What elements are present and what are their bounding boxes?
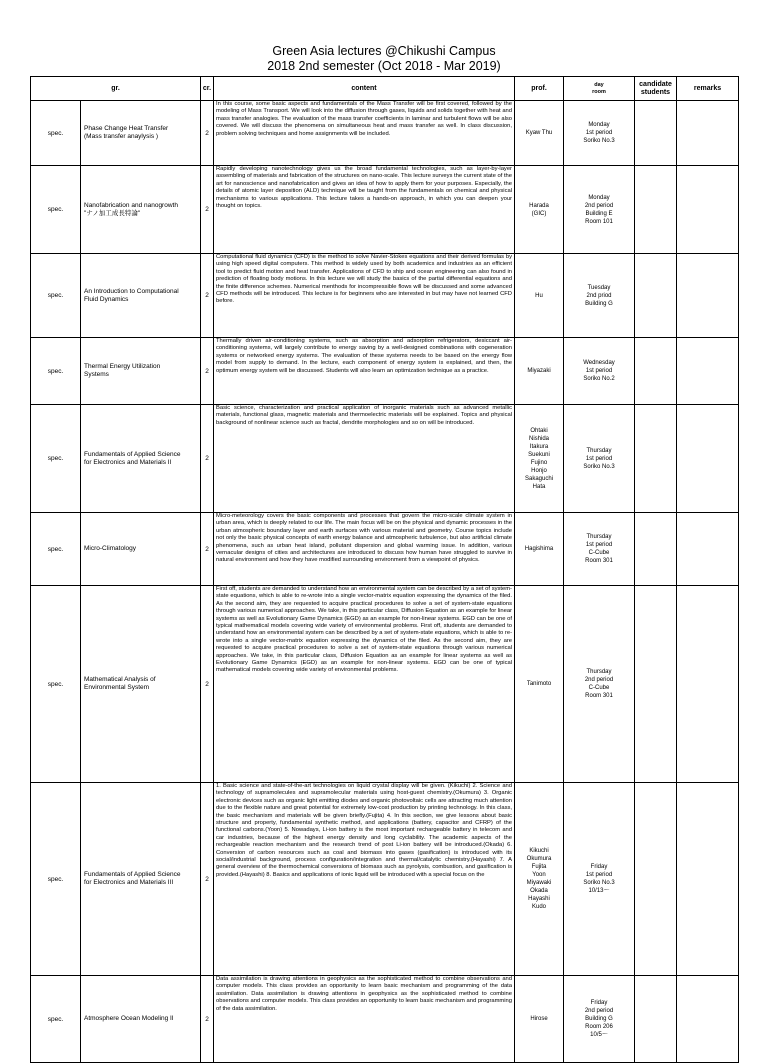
course-description-text: Computational fluid dynamics (CFD) is the method to solve Navier-Stokes equations and their derived formulas by using high speed digital computers. This method is widely used by both academics and industries as an efficient tool to predict fluid motion and heat transfer. Applications of CFD to ship and ocean engineering can also found in prediction of floating body motions. In this lecture we will study the basics of the partial differential equations and the finite difference schemes. Numerical menthods for incompressible flows will be discussed and some advanced CFD methods will be introduced. This lecture is for beginners who are interested in but may have not learned CFD before. — [216, 254, 512, 305]
day-room-line: 2nd priod — [586, 292, 612, 299]
credit-cell: 2 — [201, 101, 214, 166]
course-title-line: "ナノ加工成長特論" — [84, 209, 141, 217]
day-room-line: Soriko No.3 — [583, 463, 615, 470]
professor-name: Miyazaki — [527, 368, 551, 374]
day-room-cell — [564, 513, 635, 586]
table-row — [31, 254, 739, 338]
course-title — [81, 405, 201, 513]
course-title-line: (Mass transfer anaylysis ) — [84, 133, 159, 140]
professor-name: Hata — [532, 483, 546, 490]
professor-name: Kudo — [531, 904, 546, 910]
day-room-line: Building G — [585, 1016, 613, 1022]
professor-name: Fujino — [530, 459, 548, 466]
document-title: Green Asia lectures @Chikushi Campus — [272, 44, 496, 58]
course-description-text: Micro-meteorology covers the basic components and processes that govern the micro-scale climate system in urban area, which is deeply related to our life. The main focus will be on the physical and dynamic processes in the urban atmospheric boundary layer and earth surfaces with various material and geometry. Course topics include not only the basic physical concepts of earth energy balance and atmospheric turbulence, but also artificial climate phenomena, such as urban heat island, pollutant dispersion and global warming issue. In addition, various vernacular designs of cities and architectures are introduced to discuss how human have struggled to survive in natural environment and how they have modified surrounding environment from a viewpoint of physics. — [216, 513, 512, 564]
professor-name: Tanimoto — [526, 681, 552, 687]
header-remarks: remarks — [677, 77, 739, 101]
course-description — [214, 586, 515, 783]
professor-name: Harada — [529, 202, 549, 209]
credit-cell: 2 — [201, 254, 214, 338]
course-description — [214, 166, 515, 254]
course-title-line: Atmosphere Ocean Modeling II — [84, 1015, 174, 1022]
day-room-cell — [564, 586, 635, 783]
day-room-line: Friday — [590, 864, 608, 870]
header-content: content — [214, 77, 515, 101]
professor-name: Hagishima — [524, 546, 554, 552]
course-title — [81, 586, 201, 783]
professor-cell — [515, 405, 564, 513]
course-title-line: An Introduction to Computational — [84, 287, 179, 295]
header-day-room — [564, 77, 635, 101]
credit-cell: 2 — [201, 338, 214, 405]
day-room-line: Thursday — [586, 534, 612, 540]
day-room-line: Soriko No.2 — [583, 376, 615, 382]
day-room-line: 10/13〜 — [588, 888, 610, 894]
table-row — [31, 976, 739, 1063]
day-room-line: Wednesday — [583, 360, 615, 366]
day-room-line: Room 301 — [585, 693, 613, 699]
candidate-students-cell — [635, 101, 677, 166]
professor-name: Sakaguchi — [524, 475, 554, 482]
course-title-line: Systems — [84, 371, 109, 378]
candidate-students-cell — [635, 586, 677, 783]
day-room-line: 1st period — [585, 130, 613, 136]
course-title — [81, 338, 201, 405]
day-room-line: 1st period — [585, 872, 613, 878]
course-title-line: Fluid Dynamics — [84, 295, 129, 303]
professor-name: (GIC) — [531, 210, 547, 217]
day-room-line: Room 101 — [585, 218, 613, 225]
course-title-line: Thermal Energy Utilization — [84, 363, 161, 370]
day-room-line: Tuesday — [587, 284, 611, 291]
header-candidate: candidate — [639, 80, 672, 88]
day-room-line: 2nd period — [584, 1008, 614, 1014]
day-room-cell — [564, 338, 635, 405]
professor-cell — [515, 101, 564, 166]
header-gr: gr. — [31, 77, 201, 101]
header-day: day — [594, 81, 604, 88]
course-title-line: Micro-Climatology — [84, 545, 137, 552]
group-cell: spec. — [31, 254, 81, 338]
group-cell: spec. — [31, 513, 81, 586]
credit-cell: 2 — [201, 405, 214, 513]
group-cell: spec. — [31, 783, 81, 976]
credit-cell: 2 — [201, 513, 214, 586]
course-title-line: for Electronics and Materials III — [84, 879, 174, 886]
course-description-text: Basic science, characterization and practical application of inorganic materials such as advanced metallic materials, functional glass, magnetic materials and thermoelectric materials will be explained. Topics and physical background of nonlinear science such as fractal, dendrite morphologies and so on will be introduced. — [216, 405, 512, 426]
credit-cell: 2 — [201, 783, 214, 976]
day-room-line: C-Cube — [588, 550, 610, 556]
professor-cell — [515, 976, 564, 1063]
course-description-text: Data assimilation is drawing attentions in geophysics as the sophisticated method to combine observations and computer models. This class provides an opportunity to learn basic mechanism and programming of the data assimilation. Data assimilation is drawing attentions in geophysics as the sophisticated method to combine observations and computer models. This class provides an opportunity to learn basic mechanism and programming of the data assimilation. — [216, 976, 512, 1012]
course-description — [214, 101, 515, 166]
professor-name: Hayashi — [528, 896, 550, 902]
table-row — [31, 405, 739, 513]
course-title-line: Environmental System — [84, 684, 150, 691]
course-description-text: 1. Basic science and state-of-the-art technologies on liquid crystal display will be given. (Kikuchi) 2. Science and technology of supramolecules and supramolecular materials using host-guest chemistry.(Okumura) 3. Organic electronic devices such as organic light emitting diodes and organic photovoltaic cells are attracting much attention due to the flexible nature and great potential for extremely low-cost production by printing technology. In this class, the basic mechanism and materials will be given briefly.(Fujita) 4. In this section, we give lessons about basic structure and property, fundamental synthetic method, and applications (battery, capacitor and CFRP) of the functional carbons.(Yoon) 5. Nowadays, Li-ion battery is the most important rechargeable battery in telecom and car industries, because of the highest energy density and long cyclability. The academic aspects of the rechargeable reaction mechanism and the research trend of post Li-ion battery will be introduced.(Okada) 6. Conversion of carbon resources such as coal and biomass into gases (gasification) is introduced with its social/industrial background, process configuration/integration and thermal/catalytic chemistry.(Hayashi) 7. A general overview of the thermochemical conversions of biomass such as pyrolysis, combustion, and gasification is provided.(Hayashi) 8. Basics and applications of ionic liquid will be introduced with a special focus on the — [216, 783, 512, 878]
professor-name: Nishida — [528, 435, 549, 442]
remarks-cell — [677, 783, 739, 976]
remarks-cell — [677, 513, 739, 586]
professor-name: Hu — [535, 292, 543, 299]
professor-name: Okada — [530, 888, 548, 894]
course-description-text: Thermally driven air-conditioning systems, such as absorption and adsorption refrigerators, desiccant air-conditioning systems, will largely contribute to energy saving by a well-designed combinations with cogeneration systems or networked energy systems. The evaluation of these systems needs to be based on the energy flow model from supply to demand. In the lecture, each component of energy system is explained, and then, the optimum energy system will be discussed. Students will also learn an optimization technique as a practice. — [216, 338, 512, 374]
day-room-line: 1st period — [585, 455, 613, 462]
professor-name: Honjo — [531, 467, 547, 474]
day-room-cell — [564, 101, 635, 166]
day-room-cell — [564, 254, 635, 338]
table-row — [31, 166, 739, 254]
day-room-line: 2nd period — [584, 202, 614, 209]
course-description-text: Rapidly developing nanotechnology gives us the broad fundamental technologies, such as layer-by-layer assembling of materials and fabrication of the structures on nano-scale. This lecture surveys the current state of the art for nanoscience and nanofabrication and gives an idea of how to apply them for your purposes. Especially, the details of atomic layer deposition (ALD) technique will be taught from the fundamentals on chemical and physical mechanisms to various applications. This lecture takes a hands-on approach, in which you can deepen your thought on topics. — [216, 166, 512, 210]
professor-name: Kyaw Thu — [525, 130, 553, 136]
header-row — [31, 77, 739, 101]
day-room-line: Soriko No.3 — [583, 138, 615, 144]
professor-cell — [515, 166, 564, 254]
table-row — [31, 783, 739, 976]
candidate-students-cell — [635, 783, 677, 976]
remarks-cell — [677, 338, 739, 405]
professor-name: Miyawaki — [526, 880, 552, 886]
professor-name: Kikuchi — [529, 848, 549, 854]
lecture-schedule-table — [30, 76, 739, 1063]
candidate-students-cell — [635, 976, 677, 1063]
professor-name: Fujita — [531, 864, 547, 870]
day-room-line: Room 206 — [585, 1024, 613, 1030]
professor-name: Hirose — [530, 1016, 548, 1022]
day-room-line: 1st period — [585, 368, 613, 374]
candidate-students-cell — [635, 338, 677, 405]
course-title — [81, 166, 201, 254]
course-title-line: Nanofabrication and nanogrowth — [84, 201, 178, 209]
day-room-line: Thursday — [586, 669, 612, 675]
remarks-cell — [677, 976, 739, 1063]
day-room-cell — [564, 166, 635, 254]
professor-cell — [515, 586, 564, 783]
group-cell: spec. — [31, 101, 81, 166]
course-description-text: In this course, some basic aspects and fundamentals of the Mass Transfer will be first covered, followed by the modeling of Mass Transport. We will look into the diffusion through gases, liquids and solids together with heat and mass transfer analogies. The evaluation of the mass transfer coefficients in laminar and turbulent flows will be also covered. We will discuss the phenomena on simultaneous heat and mass transfer as well. In class discussion, problem solving techniques and home assignments will be included. — [216, 101, 512, 137]
header-prof: prof. — [515, 77, 564, 101]
remarks-cell — [677, 405, 739, 513]
course-description — [214, 254, 515, 338]
course-title — [81, 976, 201, 1063]
header-candidate-students — [635, 77, 677, 101]
course-title-line: Fundamentals of Applied Science — [84, 871, 181, 878]
credit-cell: 2 — [201, 976, 214, 1063]
course-title-line: for Electronics and Materials II — [84, 458, 172, 466]
course-title — [81, 254, 201, 338]
day-room-line: Building E — [585, 210, 613, 217]
day-room-line: Monday — [588, 194, 610, 201]
group-cell: spec. — [31, 166, 81, 254]
day-room-cell — [564, 783, 635, 976]
professor-name: Yoon — [532, 872, 546, 878]
day-room-line: Building G — [585, 300, 613, 307]
header-room: room — [592, 88, 606, 95]
professor-name: Itakura — [529, 443, 549, 450]
day-room-cell — [564, 976, 635, 1063]
candidate-students-cell — [635, 166, 677, 254]
day-room-line: C-Cube — [588, 685, 610, 691]
day-room-line: Thursday — [586, 447, 612, 454]
candidate-students-cell — [635, 405, 677, 513]
header-cr: cr. — [201, 77, 214, 101]
table-row — [31, 101, 739, 166]
candidate-students-cell — [635, 513, 677, 586]
credit-cell: 2 — [201, 166, 214, 254]
day-room-line: 2nd period — [584, 677, 614, 683]
course-description — [214, 783, 515, 976]
course-description — [214, 513, 515, 586]
day-room-line: 10/5〜 — [590, 1032, 608, 1038]
credit-cell: 2 — [201, 586, 214, 783]
course-title-line: Mathematical Analysis of — [84, 676, 156, 683]
day-room-line: Monday — [588, 122, 610, 128]
day-room-line: Room 301 — [585, 558, 613, 564]
professor-cell — [515, 338, 564, 405]
course-title-line: Fundamentals of Applied Science — [84, 450, 181, 458]
professor-cell — [515, 783, 564, 976]
remarks-cell — [677, 166, 739, 254]
course-description — [214, 976, 515, 1063]
group-cell: spec. — [31, 976, 81, 1063]
remarks-cell — [677, 586, 739, 783]
professor-name: Okumura — [526, 856, 552, 862]
course-description-text: First off, students are demanded to understand how an environmental system can be described by a set of system-state equations, which is able to re-wrote into a single vector-matrix equation expressing the dynamics of the filed. As the second aim, they are requested to acquire practical procedures to solve a set of system-state equations through various numerical approaches. We take, in this particular class, Diffusion Equation as an example for linear systems as well as Evolutionary Game Dynamics (EGD) as an example for non-linear systems. EGD can be one of typical mathematical models covering wide variety of environmental problems. First off, students are demanded to understand how an environmental system can be described by a set of system-state equations, which is able to re-wrote into a single vector-matrix equation expressing the dynamics of the filed. As the second aim, they are requested to acquire practical procedures to solve a set of system-state equations through various numerical approaches. We take, in this particular class, Diffusion Equation as an example for linear systems as well as Evolutionary Game Dynamics (EGD) as an example for non-linear systems. EGD can be one of typical mathematical models covering wide variety of environmental problems. — [216, 586, 512, 674]
candidate-students-cell — [635, 254, 677, 338]
remarks-cell — [677, 254, 739, 338]
header-students: students — [640, 88, 671, 96]
course-description — [214, 338, 515, 405]
professor-name: Suekuni — [528, 451, 550, 458]
course-title-line: Phase Change Heat Transfer — [84, 125, 169, 132]
course-description — [214, 405, 515, 513]
professor-cell — [515, 254, 564, 338]
table-row — [31, 586, 739, 783]
table-row — [31, 513, 739, 586]
day-room-cell — [564, 405, 635, 513]
course-title — [81, 513, 201, 586]
group-cell: spec. — [31, 586, 81, 783]
day-room-line: Friday — [590, 1000, 608, 1006]
table-row — [31, 338, 739, 405]
remarks-cell — [677, 101, 739, 166]
day-room-line: Soriko No.3 — [583, 880, 615, 886]
group-cell: spec. — [31, 405, 81, 513]
professor-cell — [515, 513, 564, 586]
document-subtitle: 2018 2nd semester (Oct 2018 - Mar 2019) — [267, 59, 501, 73]
group-cell: spec. — [31, 338, 81, 405]
course-title — [81, 101, 201, 166]
day-room-line: 1st period — [585, 542, 613, 548]
professor-name: Ohtaki — [530, 427, 548, 434]
course-title — [81, 783, 201, 976]
